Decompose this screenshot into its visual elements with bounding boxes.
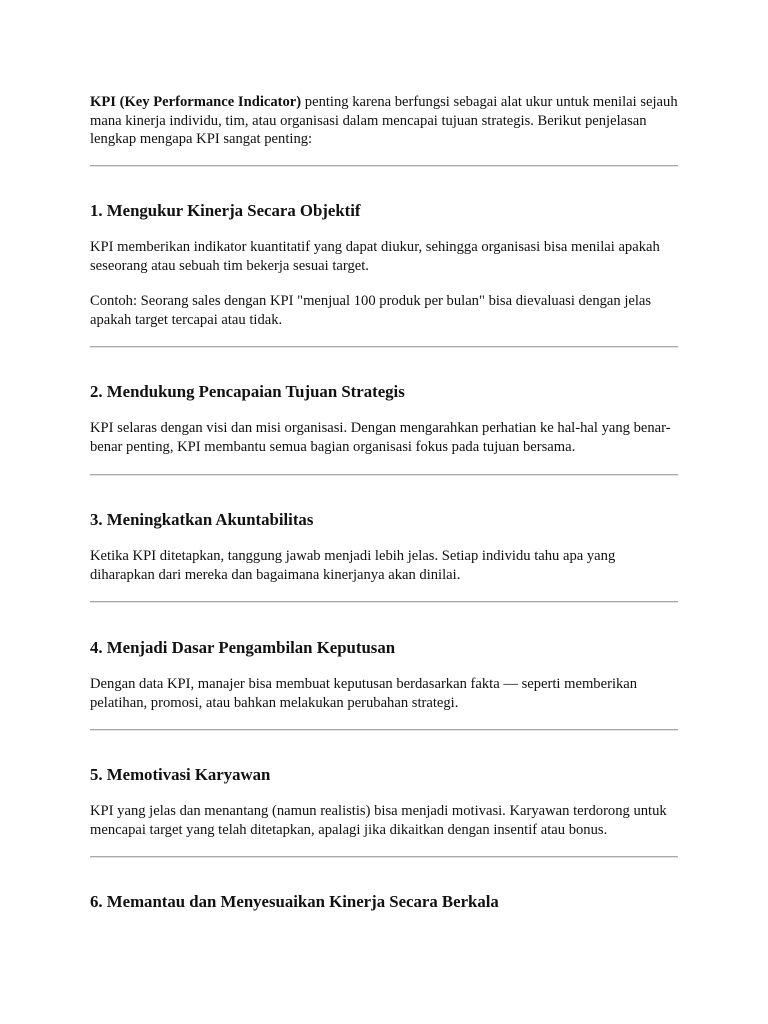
section-5-paragraph: KPI yang jelas dan menantang (namun realistis) bisa menjadi motivasi. Karyawan terdorong untuk mencapai target yang telah ditetapkan, apalagi jika dikaitkan dengan insentif atau bonus.: [90, 803, 667, 838]
section-1-heading: 1. Mengukur Kinerja Secara Objektif: [90, 201, 361, 220]
section-1-example: Contoh: Seorang sales dengan KPI "menjual 100 produk per bulan" bisa dievaluasi dengan jelas apakah target tercapai atau tidak.: [90, 293, 652, 328]
intro-term: KPI (Key Performance Indicator): [90, 94, 302, 110]
section-4-heading: 4. Menjadi Dasar Pengambilan Keputusan: [90, 638, 396, 657]
section-2-paragraph: KPI selaras dengan visi dan misi organisasi. Dengan mengarahkan perhatian ke hal-hal yang benar-benar penting, KPI membantu semua bagian organisasi fokus pada tujuan bersama.: [90, 420, 671, 455]
section-3-heading: 3. Meningkatkan Akuntabilitas: [90, 510, 314, 529]
divider: [90, 601, 678, 603]
section-6-heading: 6. Memantau dan Menyesuaikan Kinerja Secara Berkala: [90, 892, 499, 911]
divider: [90, 729, 678, 731]
divider: [90, 346, 678, 348]
divider: [90, 165, 678, 167]
divider: [90, 474, 678, 476]
intro-text: penting karena berfungsi sebagai alat ukur untuk menilai sejauh mana kinerja individu, tim, atau organisasi dalam mencapai tujuan strategis. Berikut penjelasan lengkap mengapa KPI sangat penting:: [90, 94, 678, 147]
intro-paragraph: [90, 93, 680, 149]
section-3-paragraph: Ketika KPI ditetapkan, tanggung jawab menjadi lebih jelas. Setiap individu tahu apa yang diharapkan dari mereka dan bagaimana kinerjanya akan dinilai.: [90, 548, 616, 583]
section-4-paragraph: Dengan data KPI, manajer bisa membuat keputusan berdasarkan fakta — seperti memberikan pelatihan, promosi, atau bahkan melakukan perubahan strategi.: [90, 676, 638, 711]
divider: [90, 856, 678, 858]
section-5-heading: 5. Memotivasi Karyawan: [90, 765, 271, 784]
section-1-paragraph: KPI memberikan indikator kuantitatif yang dapat diukur, sehingga organisasi bisa menilai apakah seseorang atau sebuah tim bekerja sesuai target.: [90, 239, 660, 274]
section-2-heading: 2. Mendukung Pencapaian Tujuan Strategis: [90, 382, 405, 401]
